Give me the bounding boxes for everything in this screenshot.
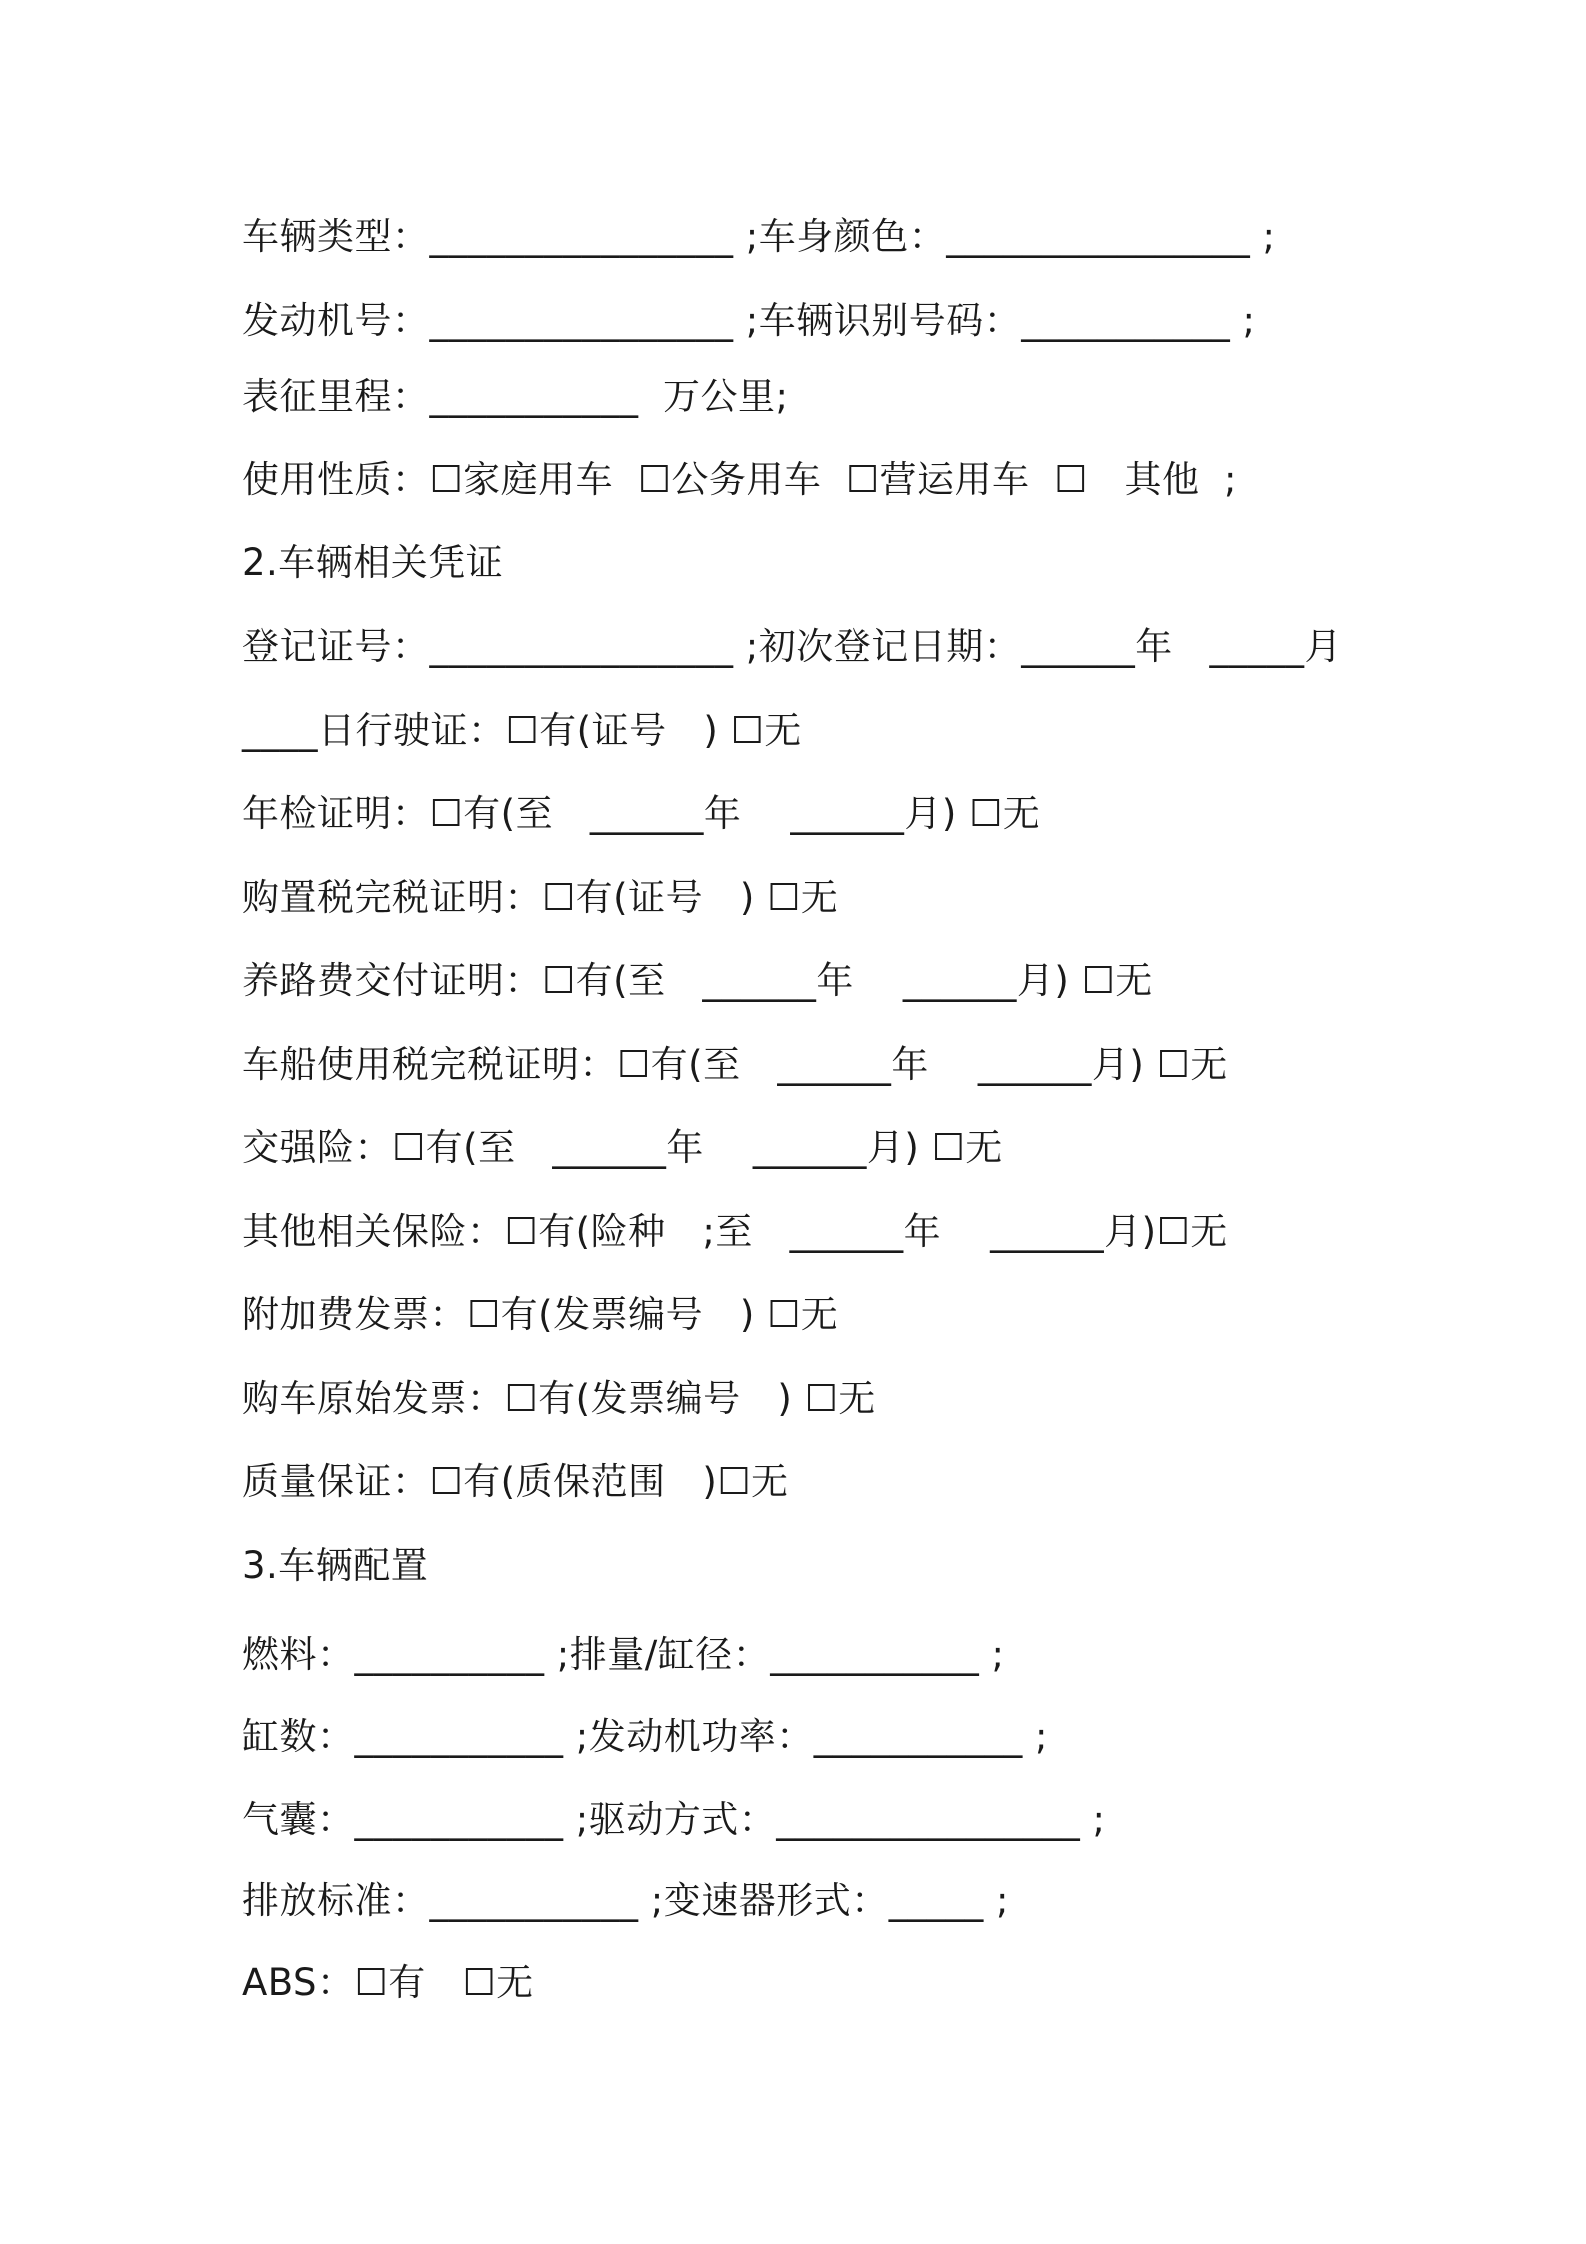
annual-inspection-line: 年检证明：☐有(至 ______年 ______月) ☐无 [242, 792, 1041, 835]
usage-nature-line: 使用性质：☐家庭用车 ☐公务用车 ☐营运用车 ☐ 其他 ; [242, 458, 1238, 501]
abs-line: ABS：☐有 ☐无 [242, 1961, 534, 2004]
compulsory-insurance-line: 交强险：☐有(至 ______年 ______月) ☐无 [242, 1126, 1003, 1169]
cylinders-line: 缸数：___________ ;发动机功率：___________ ; [242, 1715, 1048, 1758]
mileage-line: 表征里程：___________ 万公里; [242, 375, 789, 418]
purchase-invoice-line: 购车原始发票：☐有(发票编号 ) ☐无 [242, 1377, 876, 1420]
engine-number-line: 发动机号：________________ ;车辆识别号码：___________ ; [242, 299, 1256, 342]
section-heading-configuration: 3.车辆配置 [242, 1544, 429, 1587]
airbag-line: 气囊：___________ ;驱动方式：________________ ; [242, 1798, 1106, 1841]
other-insurance-line: 其他相关保险：☐有(险种 ;至 ______年 ______月)☐无 [242, 1210, 1228, 1253]
registration-line: 登记证号：________________ ;初次登记日期：______年 _____月 [242, 625, 1343, 668]
fuel-line: 燃料：__________ ;排量/缸径：___________ ; [242, 1633, 1005, 1676]
section-heading-credentials: 2.车辆相关凭证 [242, 541, 504, 584]
purchase-tax-line: 购置税完税证明：☐有(证号 ) ☐无 [242, 876, 839, 919]
vehicle-tax-line: 车船使用税完税证明：☐有(至 ______年 ______月) ☐无 [242, 1043, 1228, 1086]
vehicle-type-line: 车辆类型：________________ ;车身颜色：________________ ; [242, 215, 1276, 258]
road-fee-line: 养路费交付证明：☐有(至 ______年 ______月) ☐无 [242, 959, 1153, 1002]
emission-standard-line: 排放标准：___________ ;变速器形式：_____ ; [242, 1879, 1009, 1922]
surcharge-invoice-line: 附加费发票：☐有(发票编号 ) ☐无 [242, 1293, 839, 1336]
warranty-line: 质量保证：☐有(质保范围 )☐无 [242, 1460, 789, 1503]
driving-license-line: ____日行驶证：☐有(证号 ) ☐无 [242, 709, 802, 752]
